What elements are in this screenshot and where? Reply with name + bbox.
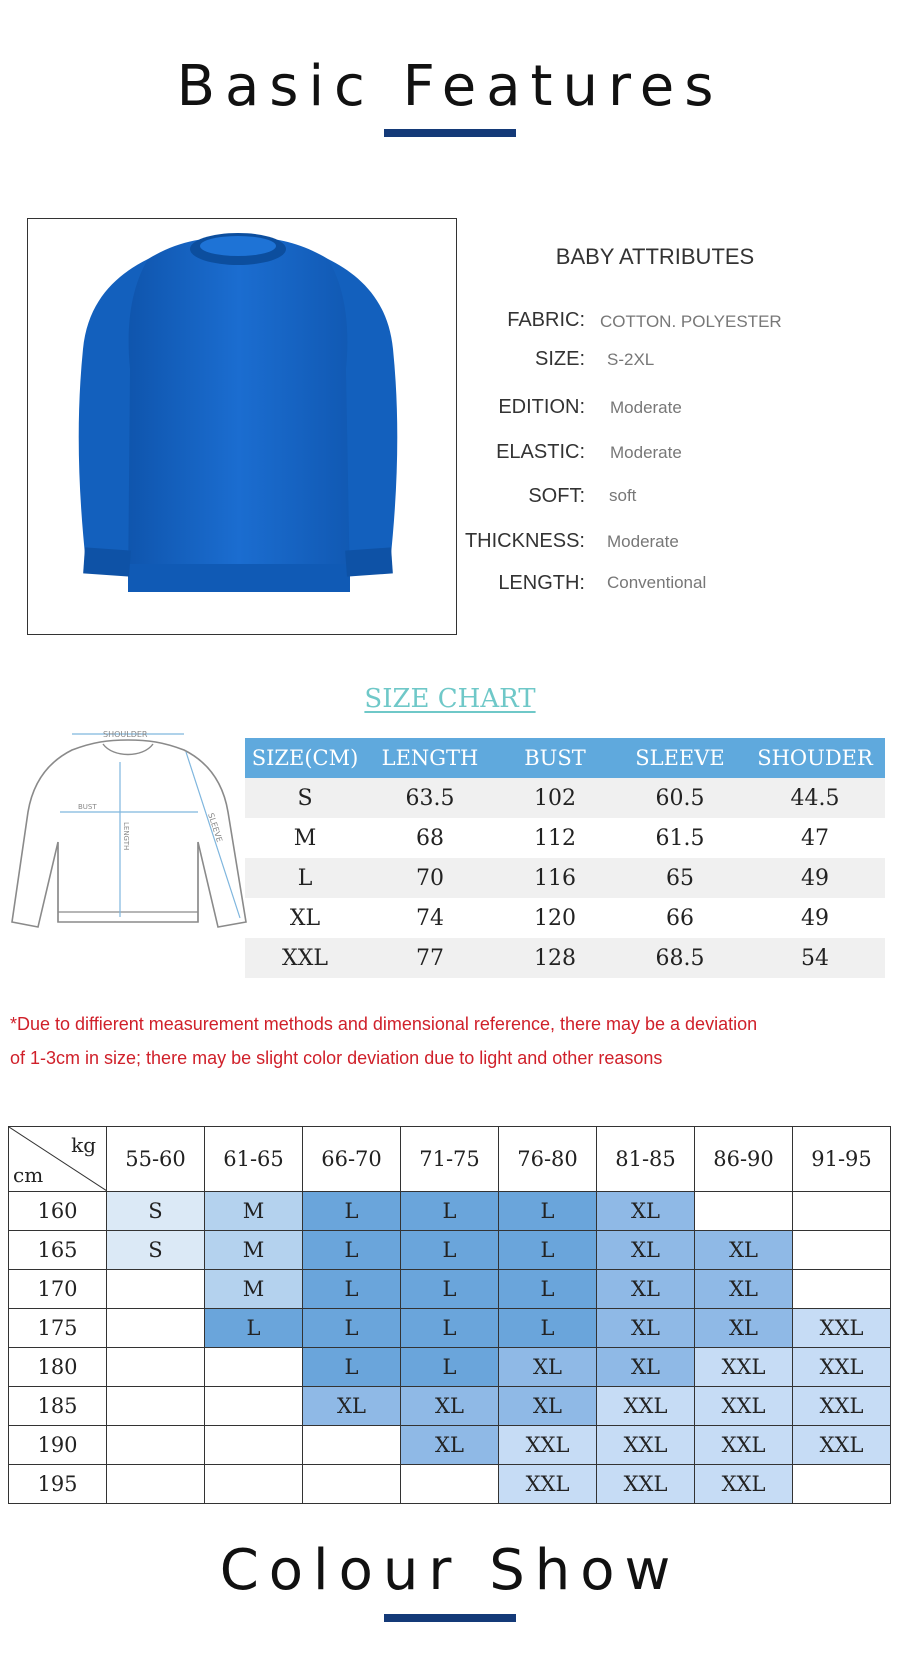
size-chart-cell: 128 [495, 938, 615, 978]
measurement-diagram [8, 722, 248, 942]
height-header: 195 [9, 1465, 107, 1504]
size-chart-header: SIZE(CM) [245, 738, 365, 778]
weight-header: 81-85 [597, 1127, 695, 1192]
fit-table-corner [9, 1127, 107, 1192]
diagram-label-length: LENGTH [122, 822, 130, 851]
fit-size-cell: XL [695, 1270, 793, 1309]
size-chart-row [245, 898, 885, 938]
sweatshirt-illustration [28, 219, 457, 635]
diagram-label-sleeve: SLEEVE [206, 811, 224, 844]
fit-size-cell [107, 1270, 205, 1309]
size-chart-cell: 49 [801, 905, 829, 931]
fit-size-cell: XL [499, 1387, 597, 1426]
fit-size-cell: L [401, 1309, 499, 1348]
fit-size-cell: M [205, 1270, 303, 1309]
fit-size-cell [205, 1426, 303, 1465]
fit-size-cell [303, 1465, 401, 1504]
size-chart-cell: 44.5 [745, 778, 885, 818]
fit-size-cell: L [303, 1348, 401, 1387]
fit-size-cell: XXL [597, 1426, 695, 1465]
fit-size-cell: L [499, 1231, 597, 1270]
fit-size-cell: XL [597, 1270, 695, 1309]
attr-label-length: LENGTH: [498, 572, 585, 594]
size-chart-cell: 77 [365, 938, 495, 978]
height-header: 190 [9, 1426, 107, 1465]
attr-value-size: S-2XL [607, 350, 655, 369]
size-chart-cell: 112 [534, 825, 576, 851]
fit-size-cell [107, 1387, 205, 1426]
size-chart-cell: 120 [534, 905, 576, 931]
size-chart-cell: 61.5 [655, 825, 705, 851]
deviation-note-line1: *Due to diffierent measurement methods and dimensional reference, there may be a deviation [10, 1014, 758, 1034]
size-chart-cell: 66 [666, 905, 694, 931]
fit-size-cell [205, 1387, 303, 1426]
title-underline [384, 129, 516, 137]
size-chart-title: SIZE CHART [364, 684, 536, 714]
attr-label-soft: SOFT: [528, 485, 585, 507]
fit-size-cell: XXL [597, 1465, 695, 1504]
fit-size-cell [107, 1348, 205, 1387]
size-chart-row [245, 938, 885, 978]
size-chart-header: SLEEVE [615, 738, 745, 778]
fit-size-cell: XL [401, 1387, 499, 1426]
diagram-label-shoulder: SHOULDER [103, 730, 148, 739]
attr-label-size: SIZE: [534, 348, 585, 370]
size-chart-row [245, 858, 885, 898]
fit-table-row [9, 1270, 891, 1309]
weight-header: 66-70 [303, 1127, 401, 1192]
fit-size-cell [303, 1426, 401, 1465]
diagram-label-bust: BUST [78, 803, 97, 811]
fit-size-cell: L [303, 1192, 401, 1231]
fit-size-cell: XXL [793, 1426, 891, 1465]
fit-size-cell: XXL [695, 1348, 793, 1387]
height-header: 180 [9, 1348, 107, 1387]
fit-size-cell [205, 1348, 303, 1387]
colour-show-title: Colour Show [219, 1538, 681, 1603]
fit-size-cell: XXL [695, 1387, 793, 1426]
fit-size-cell: L [499, 1192, 597, 1231]
fit-size-cell: L [401, 1270, 499, 1309]
size-chart-cell: 70 [365, 858, 495, 898]
height-header: 160 [9, 1192, 107, 1231]
attr-label-elastic: ELASTIC: [496, 441, 585, 463]
fit-table-row [9, 1309, 891, 1348]
fit-size-cell: L [303, 1309, 401, 1348]
fit-size-cell: S [107, 1231, 205, 1270]
weight-header: 86-90 [695, 1127, 793, 1192]
fit-size-cell: L [401, 1348, 499, 1387]
weight-header: 91-95 [793, 1127, 891, 1192]
height-weight-fit-table [8, 1126, 891, 1504]
fit-size-cell: M [205, 1231, 303, 1270]
height-header: 185 [9, 1387, 107, 1426]
weight-header: 55-60 [107, 1127, 205, 1192]
fit-table-row [9, 1426, 891, 1465]
fit-size-cell: M [205, 1192, 303, 1231]
size-chart-row [245, 778, 885, 818]
attr-value-edition: Moderate [610, 398, 682, 417]
attr-value-length: Conventional [607, 573, 707, 592]
fit-table-row [9, 1231, 891, 1270]
attr-label-fabric: FABRIC: [507, 309, 585, 331]
attr-value-fabric: COTTON. POLYESTER [600, 312, 782, 331]
fit-table-row [9, 1387, 891, 1426]
fit-size-cell [793, 1465, 891, 1504]
fit-size-cell: XXL [793, 1387, 891, 1426]
fit-size-cell [205, 1465, 303, 1504]
corner-cm-label: cm [13, 1163, 44, 1187]
fit-size-cell: L [303, 1231, 401, 1270]
fit-size-cell [107, 1426, 205, 1465]
fit-size-cell: L [401, 1231, 499, 1270]
fit-size-cell: XXL [695, 1426, 793, 1465]
weight-header: 61-65 [205, 1127, 303, 1192]
fit-size-cell: L [205, 1309, 303, 1348]
fit-size-cell [793, 1192, 891, 1231]
fit-table-row [9, 1192, 891, 1231]
size-chart-header-row [245, 738, 885, 778]
height-header: 165 [9, 1231, 107, 1270]
fit-size-cell: XL [597, 1309, 695, 1348]
size-chart-cell: 102 [495, 778, 615, 818]
size-chart-cell: 60.5 [615, 778, 745, 818]
size-chart-table [245, 738, 885, 978]
product-image [27, 218, 457, 635]
size-chart-header: BUST [495, 738, 615, 778]
attr-value-soft: soft [609, 486, 637, 505]
attr-label-edition: EDITION: [498, 396, 585, 418]
size-chart-cell: 68.5 [615, 938, 745, 978]
colour-show-underline [384, 1614, 516, 1622]
page-title: Basic Features [176, 54, 724, 119]
size-chart-cell: 54 [745, 938, 885, 978]
fit-size-cell: XL [499, 1348, 597, 1387]
size-chart-cell: 49 [745, 858, 885, 898]
fit-size-cell: XXL [793, 1348, 891, 1387]
weight-header: 71-75 [401, 1127, 499, 1192]
fit-size-cell [695, 1192, 793, 1231]
deviation-note-line2: of 1-3cm in size; there may be slight color deviation due to light and other reasons [10, 1048, 663, 1068]
size-chart-cell: L [245, 858, 365, 898]
weight-header: 76-80 [499, 1127, 597, 1192]
fit-table-header-row [9, 1127, 891, 1192]
fit-size-cell [793, 1231, 891, 1270]
fit-table-row [9, 1348, 891, 1387]
fit-size-cell: XL [597, 1192, 695, 1231]
fit-size-cell [107, 1309, 205, 1348]
size-chart-cell: 47 [801, 825, 829, 851]
fit-size-cell: L [303, 1270, 401, 1309]
fit-size-cell: XL [597, 1231, 695, 1270]
size-chart-cell: 68 [416, 825, 444, 851]
size-chart-header: SHOUDER [745, 738, 885, 778]
fit-size-cell: XXL [499, 1465, 597, 1504]
fit-size-cell: XL [303, 1387, 401, 1426]
size-chart-cell: S [245, 778, 365, 818]
size-chart-cell: XL [289, 905, 321, 931]
size-chart-cell: 63.5 [365, 778, 495, 818]
size-chart-cell: 65 [615, 858, 745, 898]
fit-size-cell: S [107, 1192, 205, 1231]
fit-table-row [9, 1465, 891, 1504]
attr-label-thickness: THICKNESS: [464, 530, 585, 552]
size-chart-cell: 116 [495, 858, 615, 898]
fit-size-cell: XL [401, 1426, 499, 1465]
height-header: 170 [9, 1270, 107, 1309]
fit-size-cell: XL [695, 1231, 793, 1270]
fit-size-cell: XXL [793, 1309, 891, 1348]
fit-size-cell: L [401, 1192, 499, 1231]
size-chart-cell: 74 [416, 905, 444, 931]
attr-value-elastic: Moderate [610, 443, 682, 462]
fit-size-cell [107, 1465, 205, 1504]
fit-size-cell: L [499, 1309, 597, 1348]
fit-size-cell: XXL [499, 1426, 597, 1465]
corner-kg-label: kg [71, 1133, 96, 1157]
attr-value-thickness: Moderate [607, 532, 679, 551]
size-chart-cell: XXL [245, 938, 365, 978]
fit-size-cell [793, 1270, 891, 1309]
size-chart-cell: M [293, 825, 317, 851]
fit-size-cell: XXL [695, 1465, 793, 1504]
height-header: 175 [9, 1309, 107, 1348]
fit-size-cell: XXL [597, 1387, 695, 1426]
fit-size-cell: XL [695, 1309, 793, 1348]
fit-size-cell: XL [597, 1348, 695, 1387]
size-chart-row [245, 818, 885, 858]
size-chart-header: LENGTH [365, 738, 495, 778]
fit-size-cell [401, 1465, 499, 1504]
attributes-title: BABY ATTRIBUTES [555, 244, 755, 269]
fit-size-cell: L [499, 1270, 597, 1309]
